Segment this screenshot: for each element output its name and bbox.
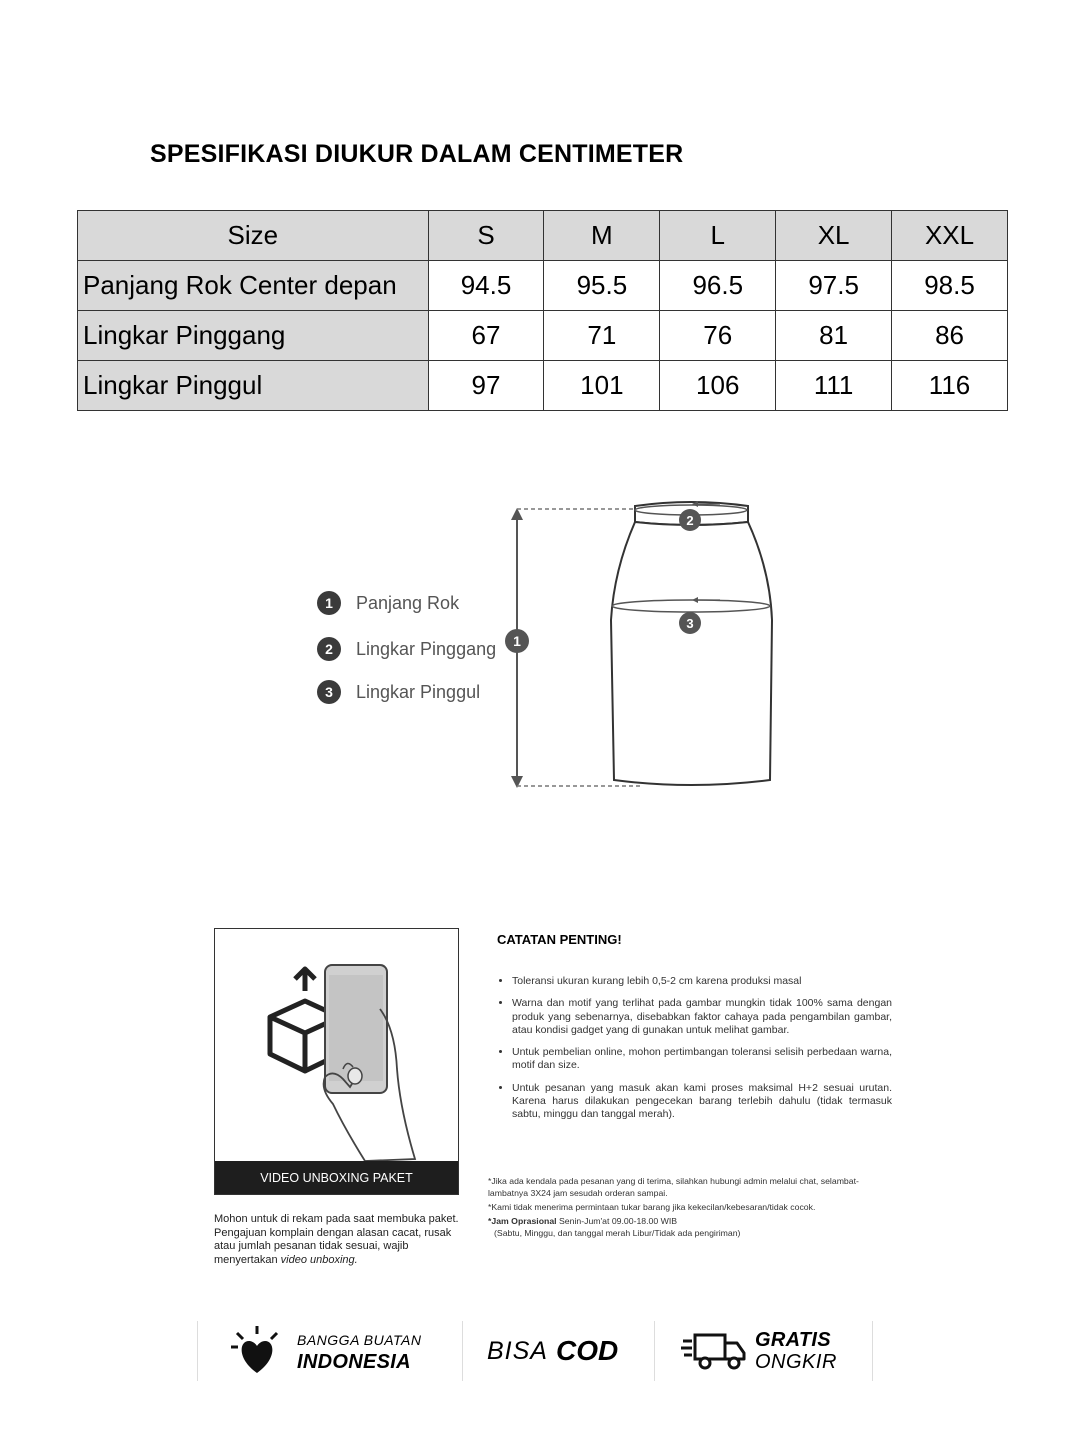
table-cell: 98.5 [892, 261, 1008, 311]
badge-ongkir: ONGKIR [755, 1351, 837, 1373]
header-size-m: M [544, 211, 660, 261]
badge-gratis: GRATIS [755, 1329, 831, 1351]
unboxing-banner: VIDEO UNBOXING PAKET [215, 1161, 458, 1194]
header-size-l: L [660, 211, 776, 261]
badge-divider [462, 1321, 463, 1381]
badge-divider [197, 1321, 198, 1381]
list-item: • Untuk pesanan yang masuk akan kami proses maksimal H+2 sesuai urutan. Karena harus dilakukan pengecekan barang terlebih dahulu (tidak termasuk sabtu, minggu dan tanggal merah). [512, 1082, 892, 1122]
unboxing-text [214, 1213, 464, 1267]
table-row [78, 261, 1008, 311]
badges-bar [197, 1321, 873, 1381]
table-cell: 116 [892, 361, 1008, 411]
table-cell: 106 [660, 361, 776, 411]
table-cell: 96.5 [660, 261, 776, 311]
row-label: Panjang Rok Center depan [78, 261, 429, 311]
badge-indonesia-big: INDONESIA [297, 1351, 411, 1373]
table-row [78, 311, 1008, 361]
header-size-label: Size [78, 211, 429, 261]
header-size-s: S [428, 211, 544, 261]
table-header-row [78, 211, 1008, 261]
unboxing-illustration [214, 928, 459, 1195]
table-cell: 97 [428, 361, 544, 411]
header-size-xxl: XXL [892, 211, 1008, 261]
table-cell: 81 [776, 311, 892, 361]
table-cell: 94.5 [428, 261, 544, 311]
footnote-complaint: *Jika ada kendala pada pesanan yang di terima, silahkan hubungi admin melalui chat, selambat-lambatnya 3X24 jam sesudah orderan sampai. [488, 1176, 859, 1198]
badge-divider [654, 1321, 655, 1381]
list-item: • Warna dan motif yang terlihat pada gambar mungkin tidak 100% sama dengan produk yang sebenarnya, disebabkan faktor cahaya pada pengambilan gambar, atau kondisi gadget yang di gunakan untuk melihat gambar. [512, 997, 892, 1037]
unboxing-text-main: Mohon untuk di rekam pada saat membuka paket. Pengajuan komplain dengan alasan cacat, rusak atau jumlah pesanan tidak sesuai, wajib menyertakan [214, 1213, 459, 1266]
legend-label: Panjang Rok [356, 592, 460, 613]
list-item: • Toleransi ukuran kurang lebih 0,5-2 cm karena produksi masal [512, 975, 892, 988]
delivery-truck-icon [681, 1329, 747, 1373]
legend-number: 1 [317, 591, 341, 615]
marker-1: 1 [505, 629, 529, 653]
phone-box-icon [215, 929, 458, 1161]
table-cell: 67 [428, 311, 544, 361]
unboxing-text-italic: video unboxing. [280, 1253, 358, 1266]
legend-number: 2 [317, 637, 341, 661]
legend-number: 3 [317, 680, 341, 704]
heart-burst-icon [227, 1321, 287, 1381]
table-row [78, 361, 1008, 411]
table-cell: 101 [544, 361, 660, 411]
badge-indonesia [227, 1321, 457, 1381]
footnote-exchange: *Kami tidak menerima permintaan tukar barang jika kekecilan/kebesaran/tidak cocok. [488, 1202, 816, 1212]
skirt-illustration [300, 490, 800, 800]
legend-label: Lingkar Pinggul [356, 681, 481, 702]
table-cell: 111 [776, 361, 892, 411]
badge-cod-big: COD [555, 1335, 619, 1366]
notes-list [497, 975, 892, 1131]
notes-heading: CATATAN PENTING! [497, 932, 622, 947]
badge-gratis-ongkir [681, 1321, 861, 1381]
badge-cod-small: BISA [487, 1336, 548, 1365]
hours-label: *Jam Oprasional [488, 1216, 557, 1226]
row-label: Lingkar Pinggul [78, 361, 429, 411]
table-cell: 95.5 [544, 261, 660, 311]
table-cell: 71 [544, 311, 660, 361]
table-cell: 97.5 [776, 261, 892, 311]
legend-label: Lingkar Pinggang [356, 638, 497, 659]
marker-3: 3 [679, 612, 701, 634]
badge-cod [487, 1321, 647, 1381]
row-label: Lingkar Pinggang [78, 311, 429, 361]
size-table [77, 210, 1008, 411]
footnote-hours [488, 1215, 883, 1227]
table-cell: 76 [660, 311, 776, 361]
notes-footnotes [488, 1175, 883, 1241]
header-size-xl: XL [776, 211, 892, 261]
hours-value: Senin-Jum'at 09.00-18.00 WIB [556, 1216, 678, 1226]
badge-indonesia-small: BANGGA BUATAN [297, 1332, 422, 1348]
table-cell: 86 [892, 311, 1008, 361]
list-item: • Untuk pembelian online, mohon pertimbangan toleransi selisih perbedaan warna, motif dan size. [512, 1046, 892, 1073]
skirt-measurement-diagram [300, 490, 800, 800]
badge-divider [872, 1321, 873, 1381]
footnote-hours-note: (Sabtu, Minggu, dan tanggal merah Libur/Tidak ada pengiriman) [494, 1228, 741, 1238]
page-title: SPESIFIKASI DIUKUR DALAM CENTIMETER [150, 140, 684, 168]
marker-2: 2 [679, 509, 701, 531]
